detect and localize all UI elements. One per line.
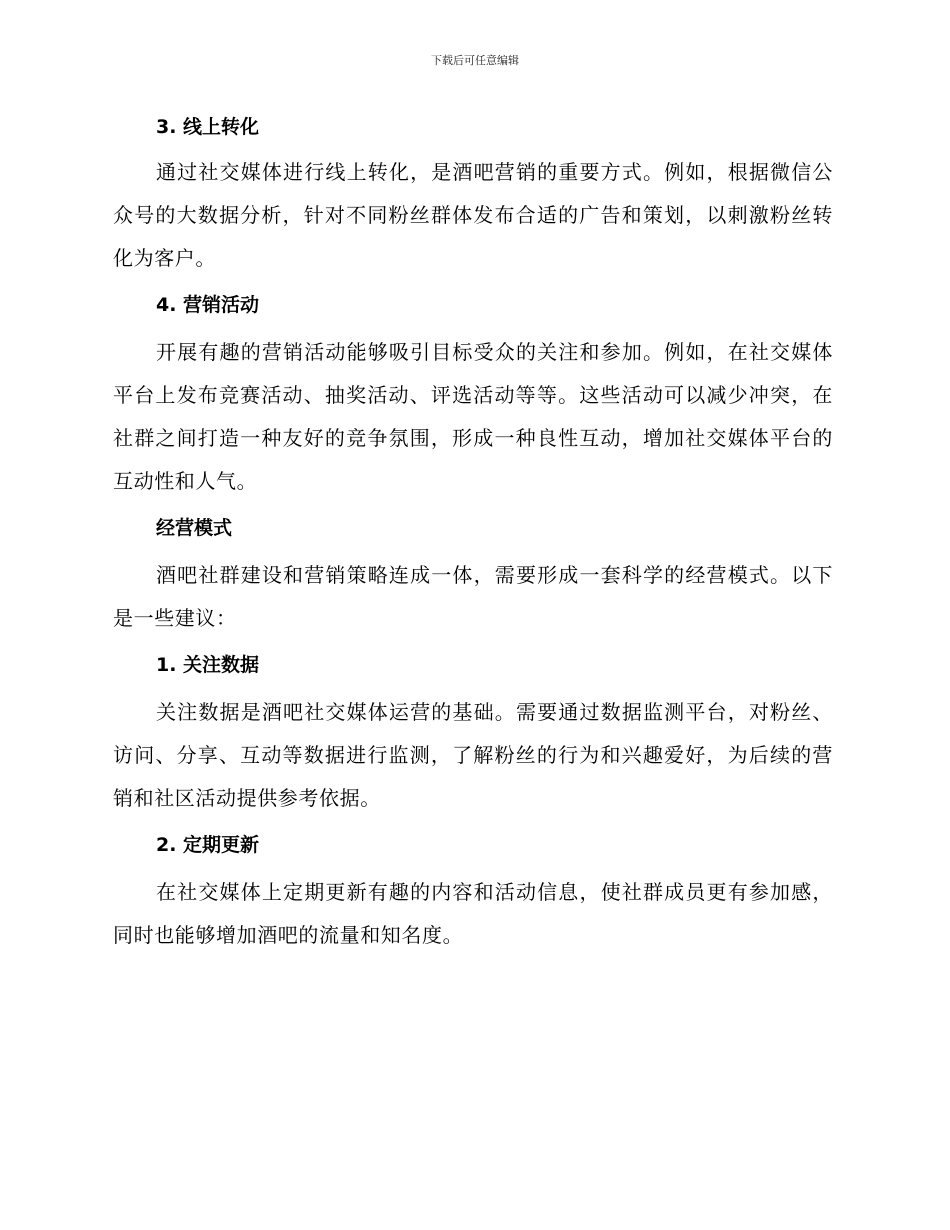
section-paragraph-focus-on-data: 关注数据是酒吧社交媒体运营的基础。需要通过数据监测平台，对粉丝、访问、分享、互动等数据进行监测，了解粉丝的行为和兴趣爱好，为后续的营销和社区活动提供参考依据。 [113, 700, 833, 810]
section-paragraph-online-conversion: 通过社交媒体进行线上转化，是酒吧营销的重要方式。例如，根据微信公众号的大数据分析，针对不同粉丝群体发布合适的广告和策划，以刺激粉丝转化为客户。 [113, 160, 833, 270]
section-heading-focus-on-data: 1. 关注数据 [156, 654, 260, 676]
document-body [113, 112, 833, 957]
section-paragraph-regular-updates: 在社交媒体上定期更新有趣的内容和活动信息，使社群成员更有参加感，同时也能够增加酒吧的流量和知名度。 [113, 880, 833, 947]
section-heading-marketing-activities: 4. 营销活动 [156, 294, 260, 316]
section-heading-regular-updates: 2. 定期更新 [156, 834, 260, 856]
section-heading-business-model: 经营模式 [156, 517, 233, 539]
section-paragraph-marketing-activities: 开展有趣的营销活动能够吸引目标受众的关注和参加。例如，在社交媒体平台上发布竞赛活动、抽奖活动、评选活动等等。这些活动可以减少冲突，在社群之间打造一种友好的竞争氛围，形成一种良性互动，增加社交媒体平台的互动性和人气。 [113, 340, 833, 493]
section-heading-online-conversion: 3. 线上转化 [156, 116, 260, 138]
section-paragraph-business-model: 酒吧社群建设和营销策略连成一体，需要形成一套科学的经营模式。以下是一些建议： [113, 563, 833, 630]
header-note: 下载后可任意编辑 [431, 54, 519, 67]
